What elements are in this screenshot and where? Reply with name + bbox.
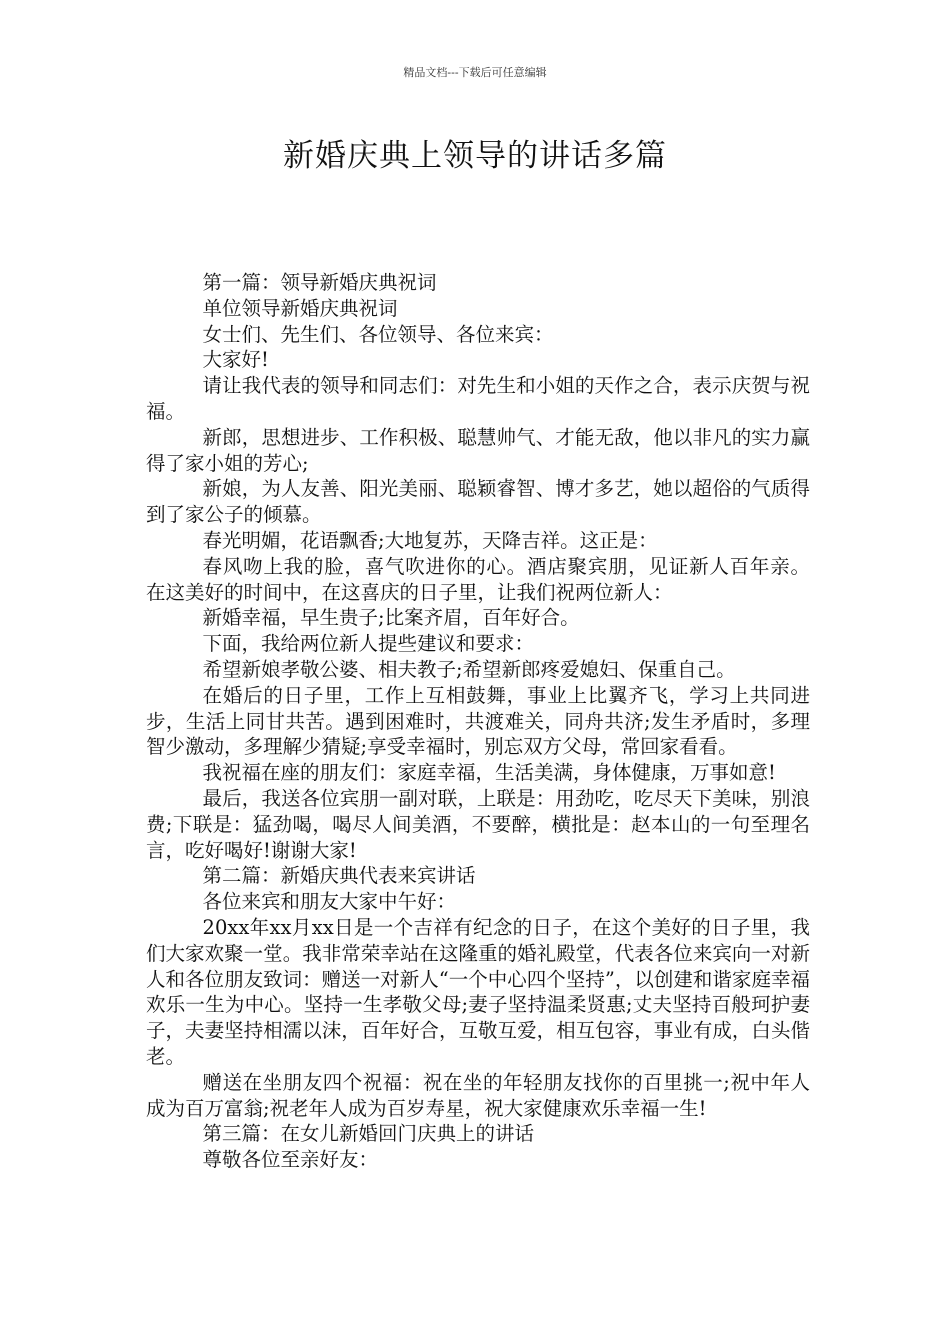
- paragraph: 各位来宾和朋友大家中午好：: [202, 890, 457, 914]
- paragraph: 单位领导新婚庆典祝词: [202, 296, 398, 320]
- paragraph: 第一篇：领导新婚庆典祝词: [202, 271, 437, 294]
- paragraph: 新娘，为人友善、阳光美丽、聪颖睿智、博才多艺，她以超俗的气质得到了家公子的倾慕。: [146, 477, 810, 527]
- paragraph: 最后，我送各位宾朋一副对联，上联是：用劲吃，吃尽天下美味，别浪费;下联是：猛劲喝，喝尽人间美酒，不要醉，横批是：赵本山的一句至理名言，吃好喝好!谢谢大家!: [146, 786, 810, 862]
- page-header: 精品文档---下载后可任意编辑: [403, 66, 547, 79]
- paragraph: 第二篇：新婚庆典代表来宾讲话: [202, 864, 476, 888]
- paragraph: 下面，我给两位新人提些建议和要求：: [202, 632, 535, 656]
- paragraph: 请让我代表的领导和同志们：对先生和小姐的天作之合，表示庆贺与祝福。: [146, 374, 810, 423]
- paragraph: 大家好!: [202, 348, 269, 372]
- paragraph: 春风吻上我的脸，喜气吹进你的心。酒店聚宾朋，见证新人百年亲。 在这美好的时间中，在这喜庆的日子里，让我们祝两位新人：: [146, 554, 810, 604]
- paragraph: 在婚后的日子里，工作上互相鼓舞，事业上比翼齐飞，学习上共同进步，生活上同甘共苦。遇到困难时，共渡难关，同舟共济;发生矛盾时，多理智少激动，多理解少猜疑;享受幸福时，别忘双方父母，常回家看看。: [146, 683, 810, 759]
- paragraph: 尊敬各位至亲好友：: [202, 1148, 379, 1172]
- paragraph: 新婚幸福，早生贵子;比案齐眉，百年好合。: [202, 606, 580, 630]
- paragraph: 我祝福在座的朋友们：家庭幸福，生活美满，身体健康，万事如意!: [202, 761, 776, 785]
- paragraph: 希望新娘孝敬公婆、相夫教子;希望新郎疼爱媳妇、保重自己。: [202, 657, 736, 681]
- paragraph: 赠送在坐朋友四个祝福：祝在坐的年轻朋友找你的百里挑一;祝中年人成为百万富翁;祝老年人成为百岁寿星，祝大家健康欢乐幸福一生!: [146, 1070, 810, 1120]
- document-body: [146, 270, 810, 1173]
- document-title: 新婚庆典上领导的讲话多篇: [283, 138, 667, 174]
- paragraph: 春光明媚，花语飘香;大地复苏，天降吉祥。这正是：: [202, 528, 658, 552]
- paragraph: 新郎，思想进步、工作积极、聪慧帅气、才能无敌，他以非凡的实力赢得了家小姐的芳心;: [146, 425, 810, 475]
- paragraph: 女士们、先生们、各位领导、各位来宾：: [202, 322, 554, 346]
- paragraph: 第三篇：在女儿新婚回门庆典上的讲话: [202, 1122, 535, 1146]
- paragraph: 20xx年xx月xx日是一个吉祥有纪念的日子，在这个美好的日子里，我们大家欢聚一堂。我非常荣幸站在这隆重的婚礼殿堂，代表各位来宾向一对新人和各位朋友致词：赠送一对新人“一个中心四个坚持”，以创建和谐家庭幸福欢乐一生为中心。坚持一生孝敬父母;妻子坚持温柔贤惠;丈夫坚持百般珂护妻子，夫妻坚持相濡以沫，百年好合，互敬互爱，相互包容，事业有成，白头偕老。: [146, 915, 810, 1068]
